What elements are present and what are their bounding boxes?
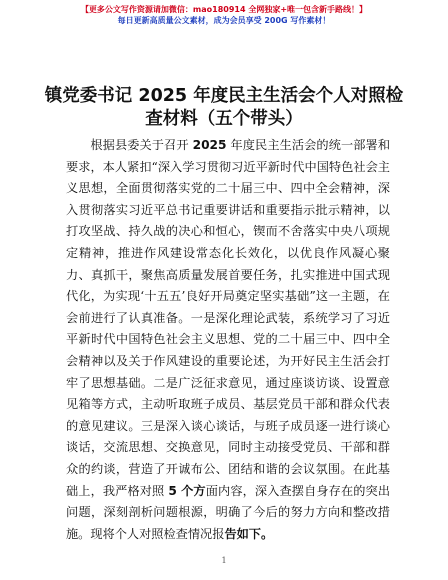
promo-line-2: 每日更新高质量公文素材，成为会员享受 200G 写作素材！	[117, 16, 331, 25]
paragraph-bold-year: 2025	[192, 138, 227, 152]
promo-line-1: 【更多公文写作资源请加微信：mao180914 全网独家+唯一包含新手路线！】	[80, 5, 368, 14]
document-body	[66, 135, 390, 545]
paragraph-text-3: 面内容，深入查摆自身存在的突出问题，深刻剖析问题根源，明确了今后的努力方向和整改措施。现将个人对照检查情况报	[66, 483, 391, 541]
body-paragraph	[66, 135, 390, 545]
paragraph-bold-five: 5 个方	[168, 483, 206, 498]
page-number: 1	[221, 556, 227, 565]
promo-banner	[0, 4, 448, 26]
paragraph-text-1: 根据县委关于召开	[90, 138, 193, 152]
paragraph-text-2: 年度民主生活会的统一部署和要求，本人紧扣“深入学习贯彻习近平新时代中国特色社会主义思想，全面贯彻落实党的二十届三中、四中全会精神，深入贯彻落实习近平总书记重要讲话和重要指示批示精神，以打攻坚战、持久战的决心和恒心，锲而不舍落实中央八项规定精神，推进作风建设常态化长效化，以优良作风凝心聚力、真抓干，聚焦高质量发展首要任务，扎实推进中国式现代化，为实现‘十五五’良好开局奠定坚实基础”这一主题，在会前进行了认真准备。一是深化理论武装，系统学习了习近平新时代中国特色社会主义思想、党的二十届三中、四中全会精神以及关于作风建设的重要论述，为开好民主生活会打牢了思想基础。二是广泛征求意见，通过座谈访谈、设置意见箱等方式，主动听取班子成员、基层党员干部和群众代表的意见建议。三是深入谈心谈话，与班子成员逐一进行谈心谈话，交流思想、交换意见，同时主动接受党员、干部和群众的约谈，营造了开诚布公、团结和谐的会议氛围。在此基础上，我严格对照	[66, 138, 391, 498]
paragraph-bold-end: 告如下。	[224, 526, 274, 541]
document-title: 镇党委书记 2025 年度民主生活会个人对照检查材料（五个带头）	[44, 86, 404, 129]
